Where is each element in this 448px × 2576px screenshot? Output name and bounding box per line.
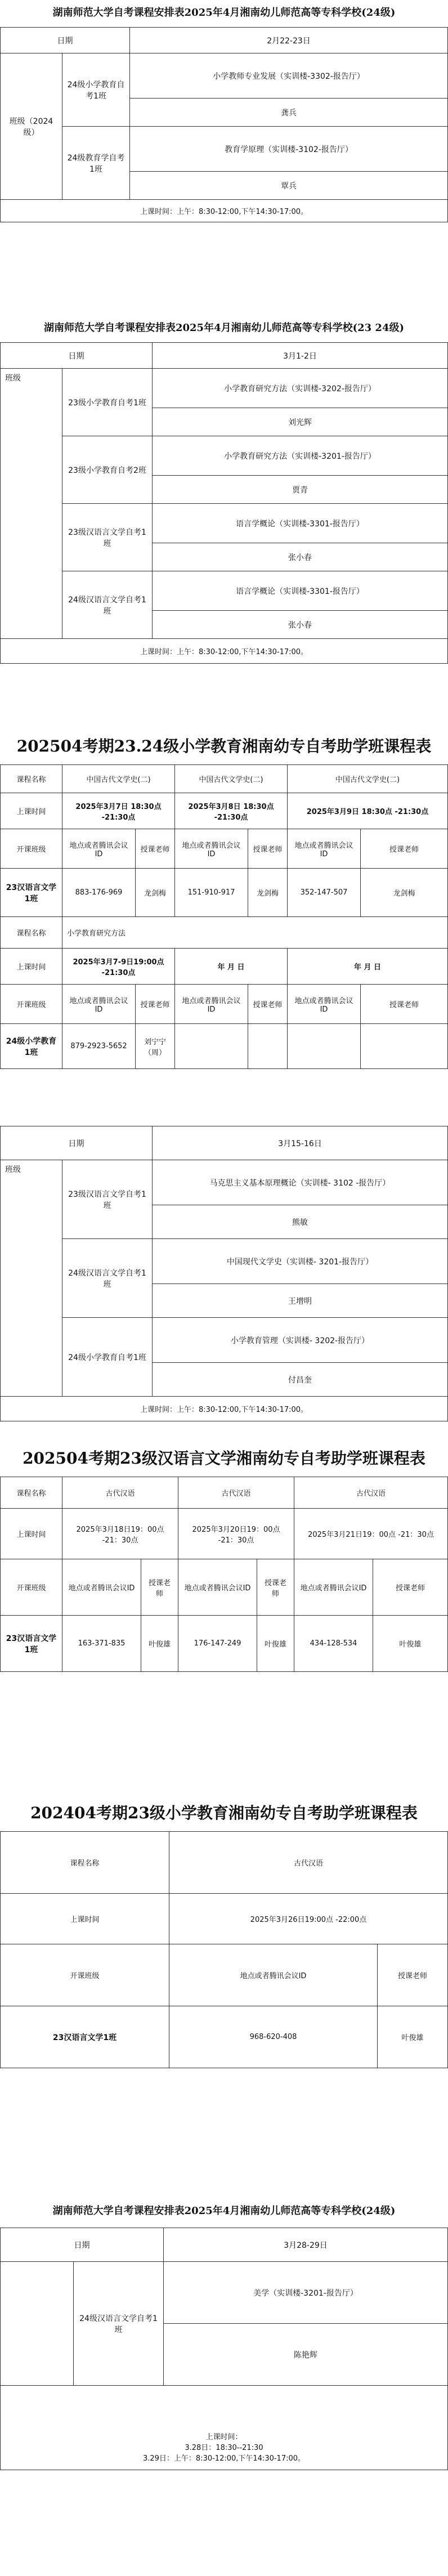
class-cell: 23级小学教育自考2班 — [62, 436, 153, 504]
teacher-cell: 叶俊雄 — [141, 1616, 178, 1672]
course-label: 课程名称 — [1, 917, 62, 949]
teacher-head: 授课老师 — [248, 829, 288, 869]
teacher-cell: 叶俊雄 — [373, 1616, 448, 1672]
class-label: 班级 — [1, 1160, 62, 1397]
time-label: 上课时间 — [1, 793, 62, 829]
class-cell: 24级小学教育1班 — [1, 1024, 62, 1069]
teacher-cell: 付昌奎 — [153, 1363, 448, 1397]
empty-cell — [1, 2262, 74, 2386]
date-label: 日期 — [1, 1126, 153, 1160]
section-4 — [0, 1126, 448, 1421]
time-note: 上课时间：上午：8:30-12:00,下午14:30-17:00。 — [1, 1397, 448, 1421]
course-cell: 语言学概论（实训楼-3301-报告厅） — [153, 504, 448, 543]
class-cell: 24级汉语言文学自考1班 — [62, 1239, 153, 1318]
teacher-cell: 张小春 — [153, 543, 448, 571]
teacher-head: 授课老师 — [373, 1559, 448, 1616]
time-cell: 年 月 日 — [288, 949, 448, 985]
class-cell: 23汉语言文学1班 — [1, 869, 62, 917]
class-cell: 23级小学教育自考1班 — [62, 369, 153, 436]
section-6 — [0, 1799, 448, 2068]
teacher-cell: 张小春 — [153, 611, 448, 639]
meeting-id: 352-147-507 — [288, 869, 361, 917]
course-cell: 古代汉语 — [169, 1832, 448, 1894]
section-1 — [0, 0, 448, 222]
time-note-day1: 3.28日：18:30--21:30 — [185, 2444, 263, 2452]
course-cell: 古代汉语 — [178, 1477, 294, 1509]
time-label: 上课时间 — [1, 1509, 62, 1559]
teacher-cell: 贾青 — [153, 476, 448, 504]
teacher-head: 授课老师 — [378, 1944, 448, 2006]
course-label: 课程名称 — [1, 1832, 169, 1894]
loc-head: 地点或者腾讯会议ID — [175, 985, 248, 1024]
course-cell: 小学教师专业发展（实训楼-3302-报告厅） — [130, 53, 448, 99]
time-label: 上课时间 — [1, 1894, 169, 1944]
loc-head: 地点或者腾讯会议ID — [294, 1559, 373, 1616]
section-3-table — [0, 764, 448, 1069]
section-5-table — [0, 1477, 448, 1672]
teacher-head: 授课老师 — [361, 985, 448, 1024]
course-cell: 中国现代文学史（实训楼- 3201-报告厅） — [153, 1239, 448, 1284]
meeting-id: 879-2923-5652 — [62, 1024, 136, 1069]
meeting-id: 163-371-835 — [62, 1616, 141, 1672]
teacher-cell: 龙剑梅 — [136, 869, 175, 917]
loc-head: 地点或者腾讯会议ID — [62, 985, 136, 1024]
time-cell: 2025年3月7-9日19:00点 -21:30点 — [62, 949, 175, 985]
course-cell: 教育学原理（实训楼-3102-报告厅） — [130, 127, 448, 172]
teacher-cell: 王增明 — [153, 1284, 448, 1318]
section-3 — [0, 732, 448, 1069]
time-cell: 年 月 日 — [175, 949, 288, 985]
time-label: 上课时间 — [1, 949, 62, 985]
time-cell: 2025年3月20日19：00点 -21：30点 — [178, 1509, 294, 1559]
loc-head: 地点或者腾讯会议ID — [178, 1559, 257, 1616]
class-cell: 24级汉语言文学自考1班 — [74, 2262, 164, 2386]
class-cell: 24级小学教育自考1班 — [62, 53, 130, 127]
class-label: 班级（2024级） — [1, 53, 62, 200]
loc-head: 地点或者腾讯会议ID — [288, 829, 361, 869]
time-note: 上课时间：上午：8:30-12:00,下午14:30-17:00。 — [1, 639, 448, 664]
class-cell: 23级汉语言文学自考1班 — [62, 504, 153, 571]
time-cell: 2025年3月8日 18:30点 -21:30点 — [175, 793, 288, 829]
teacher-cell: 刘光辉 — [153, 408, 448, 436]
course-cell: 美学（实训楼-3201-报告厅） — [164, 2262, 448, 2324]
meeting-id: 176-147-249 — [178, 1616, 257, 1672]
section-1-table — [0, 27, 448, 222]
time-note — [1, 2386, 448, 2470]
loc-head: 地点或者腾讯会议ID — [288, 985, 361, 1024]
teacher-cell: 龙剑梅 — [248, 869, 288, 917]
section-7-table — [0, 2228, 448, 2470]
section-7 — [0, 2198, 448, 2470]
loc-head: 地点或者腾讯会议ID — [175, 829, 248, 869]
section-1-title: 湖南师范大学自考课程安排表2025年4月湘南幼儿师范高等专科学校(24级) — [52, 7, 396, 19]
class-head: 开课班级 — [1, 829, 62, 869]
section-4-table — [0, 1126, 448, 1421]
class-cell: 24级汉语言文学自考1班 — [62, 571, 153, 639]
class-head: 开课班级 — [1, 985, 62, 1024]
teacher-head: 授课老师 — [248, 985, 288, 1024]
teacher-cell: 熊敏 — [153, 1205, 448, 1239]
empty-cell — [288, 1024, 361, 1069]
class-head: 开课班级 — [1, 1944, 169, 2006]
section-3-title: 202504考期23.24级小学教育湘南幼专自考助学班课程表 — [16, 737, 432, 755]
teacher-head: 授课老师 — [136, 829, 175, 869]
section-5-title: 202504考期23级汉语言文学湘南幼专自考助学班课程表 — [23, 1449, 425, 1468]
time-note-label: 上课时间： — [205, 2433, 243, 2441]
teacher-cell: 龙剑梅 — [361, 869, 448, 917]
teacher-cell: 刘宁宁（周） — [136, 1024, 175, 1069]
class-cell: 23汉语言文学1班 — [1, 1616, 62, 1672]
class-head: 开课班级 — [1, 1559, 62, 1616]
course-cell: 小学教育研究方法（实训楼-3202-报告厅） — [153, 369, 448, 408]
time-cell: 2025年3月9日 18:30点 -21:30点 — [288, 793, 448, 829]
date-value: 3月28-29日 — [164, 2228, 448, 2262]
teacher-head: 授课老师 — [136, 985, 175, 1024]
section-5 — [0, 1444, 448, 1672]
class-label: 班级 — [1, 369, 62, 639]
course-cell: 中国古代文学史(二) — [288, 765, 448, 793]
course-cell: 古代汉语 — [62, 1477, 178, 1509]
section-6-title: 202404考期23级小学教育湘南幼专自考助学班课程表 — [30, 1804, 418, 1822]
class-cell: 24级小学教育自考1班 — [62, 1318, 153, 1397]
teacher-head: 授课老师 — [141, 1559, 178, 1616]
time-cell: 2025年3月7日 18:30点 -21:30点 — [62, 793, 175, 829]
meeting-id: 151-910-917 — [175, 869, 248, 917]
section-2-title: 湖南师范大学自考课程安排表2025年4月湘南幼儿师范高等专科学校(23 24级) — [43, 322, 405, 334]
date-value: 3月15-16日 — [153, 1126, 448, 1160]
class-cell: 23级汉语言文学自考1班 — [62, 1160, 153, 1239]
time-note: 上课时间：上午：8:30-12:00,下午14:30-17:00。 — [1, 200, 448, 222]
course-cell: 中国古代文学史(二) — [62, 765, 175, 793]
date-label: 日期 — [1, 343, 153, 369]
course-cell: 中国古代文学史(二) — [175, 765, 288, 793]
time-cell: 2025年3月26日19:00点 -22:00点 — [169, 1894, 448, 1944]
teacher-head: 授课老师 — [361, 829, 448, 869]
course-label: 课程名称 — [1, 1477, 62, 1509]
teacher-cell: 叶俊雄 — [378, 2006, 448, 2068]
course-cell: 小学教育管理（实训楼- 3202-报告厅） — [153, 1318, 448, 1363]
loc-head: 地点或者腾讯会议ID — [62, 1559, 141, 1616]
meeting-id: 968-620-408 — [169, 2006, 378, 2068]
course-label: 课程名称 — [1, 765, 62, 793]
time-cell: 2025年3月18日19：00点 -21：30点 — [62, 1509, 178, 1559]
date-label: 日期 — [1, 2228, 164, 2262]
course-cell: 小学教育研究方法（实训楼-3201-报告厅） — [153, 436, 448, 476]
class-cell: 24级教育学自考1班 — [62, 127, 130, 200]
course-cell: 古代汉语 — [294, 1477, 448, 1509]
teacher-cell: 覃兵 — [130, 172, 448, 200]
course-cell: 语言学概论（实训楼-3301-报告厅） — [153, 571, 448, 611]
section-2 — [0, 315, 448, 664]
loc-head: 地点或者腾讯会议ID — [62, 829, 136, 869]
time-cell: 2025年3月21日19：00点 -21：30点 — [294, 1509, 448, 1559]
section-6-table — [0, 1831, 448, 2068]
teacher-cell: 叶俊雄 — [257, 1616, 294, 1672]
course-cell: 小学教育研究方法 — [62, 917, 448, 949]
section-2-table — [0, 342, 448, 664]
meeting-id: 883-176-969 — [62, 869, 136, 917]
date-value: 3月1-2日 — [153, 343, 448, 369]
teacher-cell: 龚兵 — [130, 99, 448, 127]
meeting-id: 434-128-534 — [294, 1616, 373, 1672]
course-cell: 马克思主义基本原理概论（实训楼- 3102 -报告厅） — [153, 1160, 448, 1205]
time-note-day2: 3.29日：上午：8:30-12:00,下午14:30-17:00。 — [142, 2454, 306, 2463]
teacher-cell: 陈艳辉 — [164, 2324, 448, 2386]
empty-cell — [361, 1024, 448, 1069]
empty-cell — [248, 1024, 288, 1069]
date-label: 日期 — [1, 28, 130, 53]
class-cell: 23汉语言文学1班 — [1, 2006, 169, 2068]
date-value: 2月22-23日 — [130, 28, 448, 53]
empty-cell — [175, 1024, 248, 1069]
loc-head: 地点或者腾讯会议ID — [169, 1944, 378, 2006]
teacher-head: 授课老师 — [257, 1559, 294, 1616]
section-7-title: 湖南师范大学自考课程安排表2025年4月湘南幼儿师范高等专科学校(24级) — [52, 2205, 396, 2217]
